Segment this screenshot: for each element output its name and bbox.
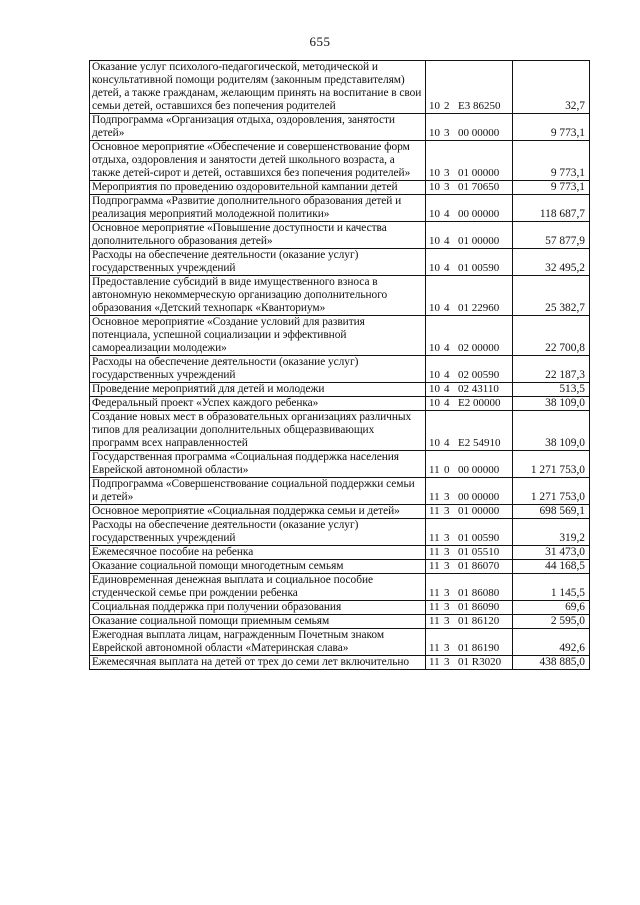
subsection-code: 4 xyxy=(444,342,450,354)
row-amount-cell: 57 877,9 xyxy=(513,222,590,249)
row-amount-cell: 118 687,7 xyxy=(513,195,590,222)
table-row xyxy=(90,397,590,411)
table-row xyxy=(90,519,590,546)
row-name-cell: Ежемесячное пособие на ребенка xyxy=(90,546,426,560)
row-name-cell: Мероприятия по проведению оздоровительной кампании детей xyxy=(90,181,426,195)
subsection-code: 3 xyxy=(444,505,450,517)
row-name-cell: Подпрограмма «Развитие дополнительного образования детей и реализация мероприятий молодежной политики» xyxy=(90,195,426,222)
subsection-code: 4 xyxy=(444,383,450,395)
row-amount-cell: 698 569,1 xyxy=(513,505,590,519)
row-code-cell xyxy=(426,397,513,411)
target-article-code: 02 43110 xyxy=(458,383,499,395)
row-name-cell: Подпрограмма «Совершенствование социальной поддержки семьи и детей» xyxy=(90,478,426,505)
target-article-code: 01 00000 xyxy=(458,505,500,517)
target-article-code: 01 86090 xyxy=(458,601,500,613)
section-code: 10 xyxy=(429,235,440,247)
subsection-code: 4 xyxy=(444,235,450,247)
subsection-code: 3 xyxy=(444,601,450,613)
row-amount-cell: 9 773,1 xyxy=(513,141,590,181)
target-article-code: 01 86080 xyxy=(458,587,500,599)
page-number: 655 xyxy=(309,34,331,49)
row-amount-cell: 38 109,0 xyxy=(513,411,590,451)
target-article-code: 02 00000 xyxy=(458,342,500,354)
section-code: 11 xyxy=(429,546,440,558)
subsection-code: 3 xyxy=(444,642,450,654)
row-code-cell xyxy=(426,222,513,249)
row-code-cell xyxy=(426,574,513,601)
table-row xyxy=(90,478,590,505)
section-code: 11 xyxy=(429,560,440,572)
table-row xyxy=(90,601,590,615)
row-code-cell xyxy=(426,114,513,141)
row-name-cell: Оказание услуг психолого-педагогической, методической и консультативной помощи родителям (законным представителям) детей, а также гражданам, желающим принять на воспитание в свои семьи детей, оставшихся без попечения родителей xyxy=(90,61,426,114)
row-name-cell: Единовременная денежная выплата и социальное пособие студенческой семье при рождении ребенка xyxy=(90,574,426,601)
subsection-code: 4 xyxy=(444,369,450,381)
row-code-cell xyxy=(426,276,513,316)
section-code: 10 xyxy=(429,262,440,274)
row-amount-cell: 32 495,2 xyxy=(513,249,590,276)
target-article-code: 01 86190 xyxy=(458,642,500,654)
row-name-cell: Проведение мероприятий для детей и молодежи xyxy=(90,383,426,397)
row-name-cell: Создание новых мест в образовательных организациях различных типов для реализации дополнительных общеразвивающих программ всех направленностей xyxy=(90,411,426,451)
subsection-code: 4 xyxy=(444,208,450,220)
target-article-code: 01 00000 xyxy=(458,235,500,247)
table-row xyxy=(90,560,590,574)
subsection-code: 3 xyxy=(444,127,450,139)
row-name-cell: Подпрограмма «Организация отдыха, оздоровления, занятости детей» xyxy=(90,114,426,141)
budget-table xyxy=(89,60,590,670)
subsection-code: 0 xyxy=(444,464,450,476)
target-article-code: 00 00000 xyxy=(458,464,500,476)
row-name-cell: Основное мероприятие «Повышение доступности и качества дополнительного образования детей» xyxy=(90,222,426,249)
row-name-cell: Расходы на обеспечение деятельности (оказание услуг) государственных учреждений xyxy=(90,519,426,546)
table-row xyxy=(90,615,590,629)
section-code: 10 xyxy=(429,383,440,395)
row-amount-cell: 22 700,8 xyxy=(513,316,590,356)
row-amount-cell: 69,6 xyxy=(513,601,590,615)
row-amount-cell: 9 773,1 xyxy=(513,114,590,141)
target-article-code: Е3 86250 xyxy=(458,100,501,112)
row-amount-cell: 492,6 xyxy=(513,629,590,656)
table-row xyxy=(90,141,590,181)
section-code: 10 xyxy=(429,397,440,409)
target-article-code: 01 00590 xyxy=(458,262,500,274)
section-code: 11 xyxy=(429,587,440,599)
row-code-cell xyxy=(426,560,513,574)
row-code-cell xyxy=(426,411,513,451)
section-code: 10 xyxy=(429,437,440,449)
row-code-cell xyxy=(426,356,513,383)
subsection-code: 2 xyxy=(444,100,450,112)
row-code-cell xyxy=(426,505,513,519)
row-amount-cell: 1 145,5 xyxy=(513,574,590,601)
target-article-code: 00 00000 xyxy=(458,127,500,139)
section-code: 10 xyxy=(429,167,440,179)
section-code: 11 xyxy=(429,642,440,654)
row-amount-cell: 38 109,0 xyxy=(513,397,590,411)
row-code-cell xyxy=(426,546,513,560)
row-code-cell xyxy=(426,519,513,546)
section-code: 11 xyxy=(429,505,440,517)
subsection-code: 4 xyxy=(444,302,450,314)
target-article-code: 00 00000 xyxy=(458,491,500,503)
row-amount-cell: 32,7 xyxy=(513,61,590,114)
row-code-cell xyxy=(426,615,513,629)
subsection-code: 3 xyxy=(444,656,450,668)
section-code: 11 xyxy=(429,615,440,627)
target-article-code: 02 00590 xyxy=(458,369,500,381)
table-row xyxy=(90,574,590,601)
row-code-cell xyxy=(426,601,513,615)
section-code: 10 xyxy=(429,208,440,220)
target-article-code: 01 00590 xyxy=(458,532,500,544)
subsection-code: 3 xyxy=(444,181,450,193)
subsection-code: 3 xyxy=(444,587,450,599)
row-name-cell: Оказание социальной помощи многодетным семьям xyxy=(90,560,426,574)
subsection-code: 4 xyxy=(444,437,450,449)
row-amount-cell: 22 187,3 xyxy=(513,356,590,383)
row-code-cell xyxy=(426,195,513,222)
subsection-code: 3 xyxy=(444,546,450,558)
subsection-code: 3 xyxy=(444,615,450,627)
table-row xyxy=(90,249,590,276)
row-name-cell: Федеральный проект «Успех каждого ребенка» xyxy=(90,397,426,411)
section-code: 11 xyxy=(429,464,440,476)
subsection-code: 4 xyxy=(444,397,450,409)
row-amount-cell: 9 773,1 xyxy=(513,181,590,195)
subsection-code: 3 xyxy=(444,560,450,572)
target-article-code: 01 86120 xyxy=(458,615,500,627)
section-code: 11 xyxy=(429,601,440,613)
target-article-code: 01 86070 xyxy=(458,560,500,572)
row-name-cell: Ежегодная выплата лицам, награжденным Почетным знаком Еврейской автономной области «Материнская слава» xyxy=(90,629,426,656)
section-code: 11 xyxy=(429,491,440,503)
row-code-cell xyxy=(426,383,513,397)
row-name-cell: Расходы на обеспечение деятельности (оказание услуг) государственных учреждений xyxy=(90,356,426,383)
table-row xyxy=(90,181,590,195)
table-row xyxy=(90,411,590,451)
target-article-code: 01 00000 xyxy=(458,167,500,179)
subsection-code: 3 xyxy=(444,532,450,544)
table-row xyxy=(90,222,590,249)
table-row xyxy=(90,316,590,356)
row-amount-cell: 2 595,0 xyxy=(513,615,590,629)
subsection-code: 3 xyxy=(444,167,450,179)
table-body xyxy=(90,61,590,670)
table-row xyxy=(90,546,590,560)
row-name-cell: Оказание социальной помощи приемным семьям xyxy=(90,615,426,629)
table-row xyxy=(90,383,590,397)
row-name-cell: Предоставление субсидий в виде имущественного взноса в автономную некоммерческую организацию дополнительного образования «Детский технопарк «Кванториум» xyxy=(90,276,426,316)
target-article-code: 01 22960 xyxy=(458,302,500,314)
target-article-code: Е2 00000 xyxy=(458,397,501,409)
row-amount-cell: 513,5 xyxy=(513,383,590,397)
section-code: 10 xyxy=(429,100,440,112)
table-row xyxy=(90,656,590,670)
table-row xyxy=(90,276,590,316)
row-amount-cell: 31 473,0 xyxy=(513,546,590,560)
table-row xyxy=(90,114,590,141)
row-code-cell xyxy=(426,316,513,356)
row-code-cell xyxy=(426,451,513,478)
row-code-cell xyxy=(426,61,513,114)
section-code: 10 xyxy=(429,342,440,354)
section-code: 11 xyxy=(429,656,440,668)
target-article-code: 00 00000 xyxy=(458,208,500,220)
section-code: 11 xyxy=(429,532,440,544)
row-code-cell xyxy=(426,141,513,181)
row-code-cell xyxy=(426,181,513,195)
row-code-cell xyxy=(426,656,513,670)
target-article-code: 01 05510 xyxy=(458,546,500,558)
table-row xyxy=(90,629,590,656)
row-name-cell: Государственная программа «Социальная поддержка населения Еврейской автономной области» xyxy=(90,451,426,478)
row-amount-cell: 1 271 753,0 xyxy=(513,451,590,478)
target-article-code: Е2 54910 xyxy=(458,437,501,449)
section-code: 10 xyxy=(429,302,440,314)
section-code: 10 xyxy=(429,181,440,193)
row-name-cell: Основное мероприятие «Создание условий для развития потенциала, успешной социализации и эффективной самореализации молодежи» xyxy=(90,316,426,356)
row-amount-cell: 319,2 xyxy=(513,519,590,546)
row-amount-cell: 438 885,0 xyxy=(513,656,590,670)
row-amount-cell: 25 382,7 xyxy=(513,276,590,316)
row-name-cell: Основное мероприятие «Социальная поддержка семьи и детей» xyxy=(90,505,426,519)
table-row xyxy=(90,195,590,222)
row-amount-cell: 44 168,5 xyxy=(513,560,590,574)
subsection-code: 4 xyxy=(444,262,450,274)
row-name-cell: Основное мероприятие «Обеспечение и совершенствование форм отдыха, оздоровления и занятости детей школьного возраста, а также детей-сирот и детей, оставшихся без попечения родителей» xyxy=(90,141,426,181)
section-code: 10 xyxy=(429,369,440,381)
table-row xyxy=(90,505,590,519)
section-code: 10 xyxy=(429,127,440,139)
row-name-cell: Социальная поддержка при получении образования xyxy=(90,601,426,615)
row-code-cell xyxy=(426,629,513,656)
row-code-cell xyxy=(426,249,513,276)
row-code-cell xyxy=(426,478,513,505)
table-row xyxy=(90,451,590,478)
row-amount-cell: 1 271 753,0 xyxy=(513,478,590,505)
target-article-code: 01 R3020 xyxy=(458,656,502,668)
table-row xyxy=(90,356,590,383)
row-name-cell: Расходы на обеспечение деятельности (оказание услуг) государственных учреждений xyxy=(90,249,426,276)
table-row xyxy=(90,61,590,114)
row-name-cell: Ежемесячная выплата на детей от трех до семи лет включительно xyxy=(90,656,426,670)
subsection-code: 3 xyxy=(444,491,450,503)
target-article-code: 01 70650 xyxy=(458,181,500,193)
